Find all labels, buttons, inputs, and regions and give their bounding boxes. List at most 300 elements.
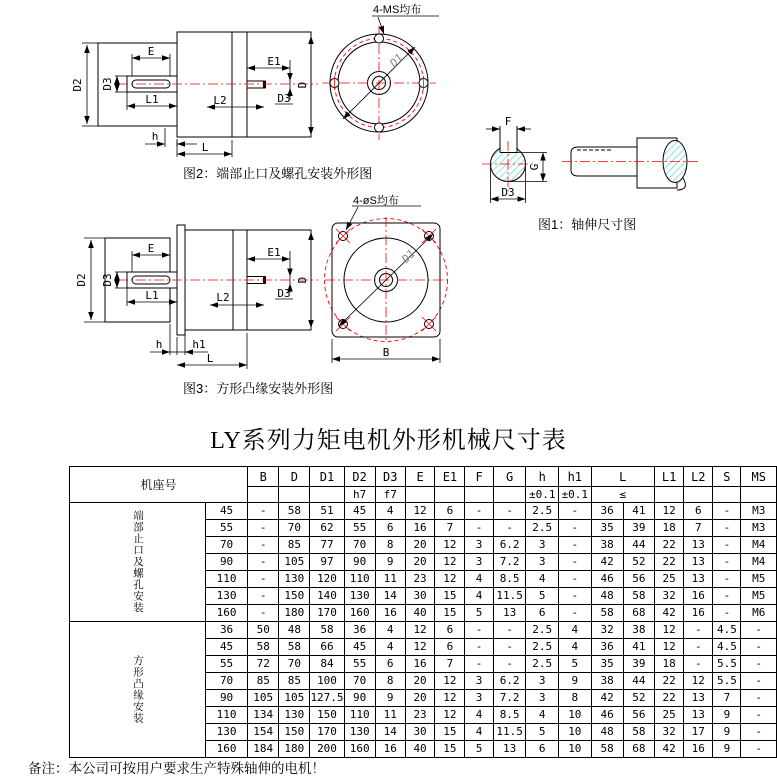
dim-value-cell: 4 [375,622,405,639]
dim-value-cell: 15 [435,588,465,605]
dim-value-cell: 10 [559,741,592,758]
dim-value-cell: - [248,520,279,537]
dim-value-cell: 5.5 [713,673,741,690]
dim-value-cell: 22 [654,690,683,707]
table-body [70,503,777,758]
dim-value-cell: 4.5 [713,639,741,656]
dim-value-cell: 42 [591,690,623,707]
dim-value-cell: - [741,656,777,673]
dim-value-cell: 3 [526,690,559,707]
dim-value-cell: - [741,622,777,639]
dim-value-cell: 110 [344,571,375,588]
dim-value-cell: 8 [375,673,405,690]
dim-value-cell: 12 [435,554,465,571]
dim-value-cell: 56 [623,571,654,588]
dim-label-d2: D2 [75,273,88,287]
dim-value-cell: 9 [713,707,741,724]
dim-label-h: h [151,130,159,143]
figure3-caption: 图3：方形凸缘安装外形图 [183,381,334,396]
dim-value-cell: 3 [526,554,559,571]
dim-label-e1: E1 [267,246,281,259]
dim-value-cell: - [559,571,592,588]
dim-value-cell: - [248,571,279,588]
dim-value-cell: 7 [435,656,465,673]
figure1-caption: 图1：轴伸尺寸图 [538,217,637,232]
dim-value-cell: 13 [684,690,713,707]
sub-header [684,487,713,503]
dim-value-cell: M5 [741,571,777,588]
header-row-1 [70,467,777,487]
dim-value-cell: 12 [435,673,465,690]
dim-value-cell: - [465,503,493,520]
dim-value-cell: - [465,520,493,537]
dim-label-d1: D1 [387,51,406,70]
table-header [70,467,777,503]
dim-value-cell: 13 [493,605,526,622]
figure2-caption: 图2：端部止口及螺孔安装外形图 [183,166,373,181]
dim-value-cell: 8 [559,690,592,707]
dim-value-cell: 12 [654,639,683,656]
sub-header [493,487,526,503]
dim-value-cell: 2.5 [526,639,559,656]
dim-value-cell: 44 [623,673,654,690]
dim-value-cell: 160 [344,605,375,622]
dim-value-cell: 2.5 [526,503,559,520]
dim-value-cell: 45 [344,503,375,520]
dim-label-f: F [504,115,512,128]
col-header: B [248,467,279,487]
dim-value-cell: M4 [741,554,777,571]
dim-value-cell: 130 [344,588,375,605]
dim-value-cell: 7 [713,690,741,707]
sub-header [435,487,465,503]
dim-value-cell: 6 [435,639,465,656]
dim-value-cell: - [713,503,741,520]
dim-label-d: D [296,81,309,89]
dim-value-cell: 13 [684,707,713,724]
dim-value-cell: 9 [559,673,592,690]
dim-value-cell: 41 [623,503,654,520]
dim-value-cell: 130 [344,724,375,741]
dim-value-cell: 11.5 [493,588,526,605]
dim-value-cell: 154 [248,724,279,741]
dim-value-cell: 20 [405,554,435,571]
dim-value-cell: - [559,554,592,571]
dim-value-cell: 12 [405,622,435,639]
flange-front-view [325,193,449,363]
dim-value-cell: 42 [654,605,683,622]
dim-value-cell: 134 [248,707,279,724]
dim-value-cell: 3 [465,690,493,707]
dim-label-l2: L2 [213,94,227,107]
dim-value-cell: 32 [591,622,623,639]
dim-value-cell: - [741,724,777,741]
dim-value-cell: 40 [405,605,435,622]
dim-value-cell: 12 [435,571,465,588]
frame-size-cell: 70 [206,537,248,554]
dim-value-cell: 160 [344,741,375,758]
dim-value-cell: - [559,605,592,622]
dim-value-cell: 9 [375,554,405,571]
dim-value-cell: - [741,639,777,656]
dim-value-cell: 50 [248,622,279,639]
dim-value-cell: - [741,707,777,724]
dim-value-cell: 42 [591,554,623,571]
dim-value-cell: 42 [654,741,683,758]
dim-label-d: D [296,276,309,284]
motor-outline [98,32,311,137]
dim-value-cell: 90 [344,554,375,571]
col-header: D2 [344,467,375,487]
dim-value-cell: 62 [310,520,344,537]
dim-value-cell: 16 [405,520,435,537]
dim-value-cell: 48 [279,622,310,639]
col-header: E [405,467,435,487]
dim-value-cell: 11 [375,707,405,724]
dim-value-cell: 14 [375,588,405,605]
dim-value-cell: 66 [310,639,344,656]
figure3-side-drawing [60,193,330,375]
frame-size-cell: 110 [206,571,248,588]
dim-value-cell: 51 [310,503,344,520]
frame-size-cell: 110 [206,707,248,724]
col-header: h1 [559,467,592,487]
dim-value-cell: 20 [405,673,435,690]
dim-value-cell: 6 [375,656,405,673]
shaft-side-view [562,138,698,190]
dim-value-cell: - [248,588,279,605]
dim-value-cell: 12 [435,707,465,724]
dim-value-cell: 22 [654,537,683,554]
dim-value-cell: - [559,588,592,605]
dim-value-cell: 30 [405,724,435,741]
dim-label-d3: D3 [501,186,515,199]
dim-value-cell: 14 [375,724,405,741]
dim-value-cell: 10 [559,724,592,741]
col-header: F [465,467,493,487]
sub-header [310,487,344,503]
dim-value-cell: 12 [405,503,435,520]
screw-note-fig3: 4-øS均布 [353,195,399,207]
dim-value-cell: 4 [465,707,493,724]
dim-value-cell: 23 [405,707,435,724]
dim-value-cell: 150 [310,707,344,724]
dim-value-cell: 2.5 [526,520,559,537]
dim-value-cell: 52 [623,554,654,571]
dim-label-d2: D2 [71,78,84,92]
dim-value-cell: 130 [279,571,310,588]
dim-value-cell: 38 [591,673,623,690]
dim-value-cell: 16 [405,656,435,673]
dim-value-cell: 8.5 [493,571,526,588]
dim-value-cell: - [741,673,777,690]
dim-value-cell: 85 [279,673,310,690]
figure2-drawing [60,0,460,160]
table-row [70,622,777,639]
dim-value-cell: 58 [279,503,310,520]
dim-value-cell: 58 [279,639,310,656]
frame-size-cell: 160 [206,605,248,622]
dim-label-d3: D3 [101,77,114,91]
dim-value-cell: 5 [465,741,493,758]
dim-value-cell: - [493,656,526,673]
dim-value-cell: M3 [741,520,777,537]
dim-value-cell: 39 [623,656,654,673]
dim-label-e: E [147,242,155,255]
dim-value-cell: - [741,690,777,707]
dim-value-cell: 55 [344,520,375,537]
dim-value-cell: 68 [623,605,654,622]
frame-size-cell: 90 [206,690,248,707]
sub-header [248,487,279,503]
dim-value-cell: 68 [623,741,654,758]
dim-value-cell: 120 [310,571,344,588]
col-header: h [526,467,559,487]
dim-value-cell: 52 [623,690,654,707]
dim-value-cell: 18 [654,520,683,537]
dim-value-cell: 13 [493,741,526,758]
dim-label-d3-rear: D3 [277,92,291,105]
dim-value-cell: 13 [684,554,713,571]
dim-value-cell: 10 [559,707,592,724]
dim-value-cell: - [713,520,741,537]
dim-value-cell: 56 [623,707,654,724]
sub-header: f7 [375,487,405,503]
dim-value-cell: 35 [591,520,623,537]
col-header: D1 [310,467,344,487]
dim-value-cell: 2.5 [526,622,559,639]
dim-value-cell: 25 [654,707,683,724]
dim-value-cell: - [713,605,741,622]
dim-value-cell: 105 [248,690,279,707]
sub-header [654,487,683,503]
dim-value-cell: 38 [623,622,654,639]
dim-label-d1: D1 [399,247,418,266]
dim-label-d3-rear: D3 [277,287,291,300]
frame-size-cell: 130 [206,588,248,605]
dim-value-cell: 90 [344,690,375,707]
dim-value-cell: 58 [591,741,623,758]
dim-value-cell: - [248,503,279,520]
dim-value-cell: 58 [591,605,623,622]
sub-header: ≤ [591,487,654,503]
dim-value-cell: 4 [465,571,493,588]
dim-value-cell: - [741,741,777,758]
dim-value-cell: 16 [375,605,405,622]
dim-value-cell: 140 [310,588,344,605]
dim-value-cell: 5 [559,656,592,673]
dim-value-cell: 58 [623,724,654,741]
dim-value-cell: - [248,554,279,571]
dim-value-cell: 3 [465,554,493,571]
dim-value-cell: 23 [405,571,435,588]
dim-value-cell: - [465,622,493,639]
sub-header [279,487,310,503]
dim-value-cell: - [559,537,592,554]
dim-value-cell: 6.2 [493,537,526,554]
dim-value-cell: - [559,520,592,537]
dim-value-cell: 6 [526,605,559,622]
corner-header: 机座号 [70,467,248,503]
dim-value-cell: 12 [654,622,683,639]
col-header: G [493,467,526,487]
dim-value-cell: 12 [405,639,435,656]
dim-value-cell: 105 [279,690,310,707]
frame-size-cell: 130 [206,724,248,741]
mounting-group-label: 方形凸缘安装 [70,622,206,758]
dim-value-cell: 6 [435,503,465,520]
dim-value-cell: 70 [279,520,310,537]
dim-value-cell: 85 [248,673,279,690]
dim-value-cell: 12 [684,673,713,690]
dim-label-l1: L1 [145,289,159,302]
dim-value-cell: - [493,520,526,537]
dim-value-cell: 11.5 [493,724,526,741]
dimension-table [69,466,777,758]
col-header: L2 [684,467,713,487]
dim-value-cell: 100 [310,673,344,690]
frame-size-cell: 55 [206,520,248,537]
dim-value-cell: 25 [654,571,683,588]
dim-value-cell: - [684,639,713,656]
dim-value-cell: 4 [465,724,493,741]
dim-label-h1: h1 [192,338,206,351]
dim-label-h: h [155,338,163,351]
dim-value-cell: 17 [684,724,713,741]
dim-value-cell: M3 [741,503,777,520]
dim-value-cell: 36 [344,622,375,639]
dim-value-cell: 35 [591,656,623,673]
dim-value-cell: 13 [684,571,713,588]
dim-value-cell: 40 [405,741,435,758]
dim-value-cell: 5 [526,724,559,741]
dim-value-cell: 5 [465,605,493,622]
sub-header [405,487,435,503]
frame-size-cell: 45 [206,503,248,520]
dim-value-cell: 7.2 [493,554,526,571]
dim-value-cell: 72 [248,656,279,673]
dim-value-cell: 22 [654,554,683,571]
dim-value-cell: 6 [684,503,713,520]
screw-note-fig2: 4-MS均布 [373,4,422,16]
dim-value-cell: 38 [591,537,623,554]
dim-value-cell: 70 [344,673,375,690]
dim-value-cell: 4 [465,588,493,605]
dim-value-cell: 200 [310,741,344,758]
dim-value-cell: 16 [375,741,405,758]
dim-value-cell: 18 [654,656,683,673]
dim-value-cell: 20 [405,537,435,554]
dim-value-cell: 70 [279,656,310,673]
dim-value-cell: 12 [654,503,683,520]
dim-value-cell: 32 [654,588,683,605]
dim-value-cell: 150 [279,588,310,605]
dim-value-cell: M4 [741,537,777,554]
dim-value-cell: 44 [623,537,654,554]
dim-value-cell: 3 [526,673,559,690]
sub-header: ±0.1 [526,487,559,503]
dim-value-cell: 4 [526,571,559,588]
dim-value-cell: 130 [279,707,310,724]
dim-value-cell: 4 [375,503,405,520]
sub-header: ±0.1 [559,487,592,503]
dim-value-cell: - [465,656,493,673]
dim-value-cell: 46 [591,571,623,588]
sub-header [713,487,741,503]
dim-value-cell: - [248,537,279,554]
dim-value-cell: - [713,537,741,554]
footer-note: 备注：本公司可按用户要求生产特殊轴伸的电机！ [28,761,325,776]
col-header: E1 [435,467,465,487]
dim-value-cell: - [713,571,741,588]
dim-value-cell: 58 [248,639,279,656]
dim-value-cell: 7 [435,520,465,537]
col-header: MS [741,467,777,487]
dim-value-cell: 41 [623,639,654,656]
dim-value-cell: 15 [435,605,465,622]
dim-value-cell: 36 [591,639,623,656]
dim-label-l: L [206,352,214,365]
col-header: D [279,467,310,487]
dim-value-cell: 85 [279,537,310,554]
dim-value-cell: 48 [591,588,623,605]
dim-value-cell: 16 [684,741,713,758]
dim-value-cell: 30 [405,588,435,605]
dim-value-cell: - [559,503,592,520]
dim-value-cell: 127.5 [310,690,344,707]
dim-value-cell: 4.5 [713,622,741,639]
dim-value-cell: 58 [310,622,344,639]
dim-value-cell: 4 [526,707,559,724]
dim-value-cell: - [493,503,526,520]
dim-value-cell: 12 [435,537,465,554]
dim-value-cell: - [713,588,741,605]
dim-value-cell: 2.5 [526,656,559,673]
dim-value-cell: 5.5 [713,656,741,673]
dim-value-cell: 46 [591,707,623,724]
table-row [70,503,777,520]
figure1-drawing [480,98,720,213]
dim-value-cell: 3 [465,673,493,690]
frame-size-cell: 90 [206,554,248,571]
dim-value-cell: 84 [310,656,344,673]
dim-value-cell: 22 [654,673,683,690]
dim-label-e: E [147,45,155,58]
dim-value-cell: M5 [741,588,777,605]
dim-value-cell: 20 [405,690,435,707]
col-header: L1 [654,467,683,487]
dim-value-cell: 55 [344,656,375,673]
dim-label-b: B [382,346,390,359]
dim-value-cell: 105 [279,554,310,571]
col-header: L [591,467,654,487]
dim-value-cell: - [684,656,713,673]
dim-label-l1: L1 [145,93,159,106]
dim-value-cell: 170 [310,724,344,741]
dim-value-cell: 36 [591,503,623,520]
dim-value-cell: 15 [435,741,465,758]
dim-value-cell: 15 [435,724,465,741]
dim-value-cell: - [713,554,741,571]
dim-value-cell: 4 [375,639,405,656]
dim-value-cell: 150 [279,724,310,741]
dim-value-cell: M6 [741,605,777,622]
dim-value-cell: - [248,605,279,622]
dim-label-e1: E1 [267,55,281,68]
dim-value-cell: 170 [310,605,344,622]
dim-value-cell: 180 [279,605,310,622]
dim-value-cell: 97 [310,554,344,571]
